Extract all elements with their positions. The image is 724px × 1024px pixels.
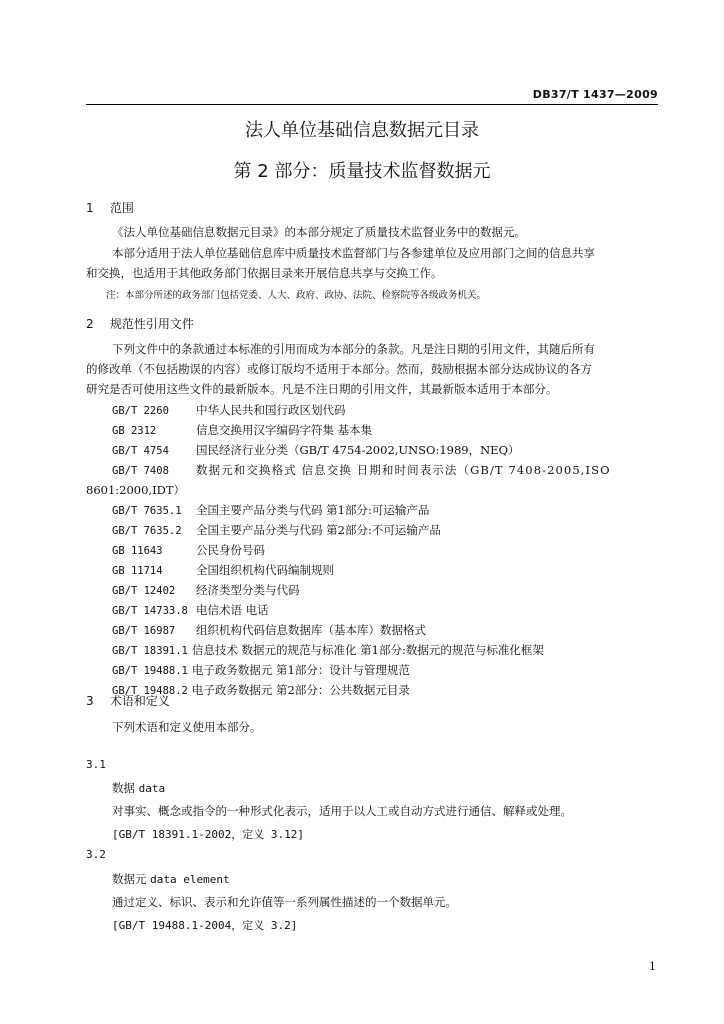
reference-code: GB 2312 [112,425,157,437]
reference-title: 经济类型分类与代码 [196,583,300,597]
section-number: 1 [86,201,94,215]
paragraph: 《法人单位基础信息数据元目录》的本部分规定了质量技术监督业务中的数据元。 [112,225,526,239]
paragraph: 的修改单（不包括勘误的内容）或修订版均不适用于本部分。然而，鼓励根据本部分达成协议的各方 [86,362,592,376]
reference-title: 电子政务数据元 第2部分：公共数据元目录 [191,683,410,697]
section-1-heading [86,199,134,216]
reference-title: 全国主要产品分类与代码 第1部分:可运输产品 [196,503,430,517]
term-zh: 数据元 [112,872,147,886]
reference-code: GB/T 2260 [112,405,169,417]
reference-title: 电子政务数据元 第1部分：设计与管理规范 [191,663,410,677]
header-rule [86,104,658,105]
reference-title: 组织机构代码信息数据库（基本库）数据格式 [196,623,426,637]
term-name [112,780,165,796]
term-zh: 数据 [112,781,135,795]
reference-code: GB/T 12402 [112,585,176,597]
reference-item [112,522,441,538]
document-subtitle: 第 2 部分：质量技术监督数据元 [233,161,491,182]
reference-code: GB/T 18391.1 [112,645,188,657]
reference-code: GB 11643 [112,545,163,557]
reference-item [112,442,520,458]
term-name [112,871,230,887]
reference-code: GB 11714 [112,565,163,577]
reference-item [112,562,334,578]
reference-title: 全国主要产品分类与代码 第2部分:不可运输产品 [196,523,441,537]
reference-continuation: 8601:2000,IDT） [86,483,185,497]
paragraph: 下列文件中的条款通过本标准的引用而成为本部分的条款。凡是注日期的引用文件，其随后所有 [112,342,595,356]
section-title: 范围 [109,201,134,215]
reference-item [112,502,429,518]
reference-item [112,662,410,678]
term-en: data [138,782,166,795]
reference-item [112,582,300,598]
term-en: data element [150,873,230,886]
page-number: 1 [649,960,656,973]
term-number: 3.2 [86,848,106,861]
section-title: 规范性引用文件 [109,317,194,331]
paragraph: 研究是否可使用这些文件的最新版本。凡是不注日期的引用文件，其最新版本适用于本部分。 [86,382,558,396]
reference-item [112,402,346,418]
reference-title: 电信术语 电话 [196,603,269,617]
section-2-heading [86,315,194,332]
term-source: [GB/T 18391.1-2002，定义 3.12] [112,828,304,841]
section-3-heading [86,692,170,709]
section-number: 2 [86,317,94,331]
reference-title: 公民身份号码 [196,543,265,557]
reference-item [112,462,611,478]
reference-code: GB/T 16987 [112,625,176,637]
reference-code: GB/T 4754 [112,445,169,457]
reference-code: GB/T 14733.8 [112,605,188,617]
term-definition: 对事实、概念或指令的一种形式化表示，适用于以人工或自动方式进行通信、解释或处理。 [112,804,572,818]
term-number: 3.1 [86,758,106,771]
reference-code: GB/T 7635.2 [112,525,182,537]
reference-item [112,602,269,618]
reference-title: 全国组织机构代码编制规则 [196,563,334,577]
paragraph: 和交换，也适用于其他政务部门依据目录来开展信息共享与交换工作。 [86,266,443,280]
reference-title: 国民经济行业分类（GB/T 4754-2002,UNSO:1989，NEQ） [196,443,520,457]
paragraph: 本部分适用于法人单位基础信息库中质量技术监督部门与各参建单位及应用部门之间的信息共享 [112,246,595,260]
document-title: 法人单位基础信息数据元目录 [245,120,479,141]
reference-code: GB/T 7635.1 [112,505,182,517]
reference-item [112,422,372,438]
reference-code: GB/T 7408 [112,465,169,477]
reference-code: GB/T 19488.1 [112,665,188,677]
note: 注：本部分所述的政务部门包括党委、人大、政府、政协、法院、检察院等各级政务机关。 [106,290,487,301]
reference-title: 信息交换用汉字编码字符集 基本集 [196,423,373,437]
section-number: 3 [86,694,94,708]
term-definition: 通过定义、标识、表示和允许值等一系列属性描述的一个数据单元。 [112,895,457,909]
reference-item [112,542,265,558]
reference-title: 中华人民共和国行政区划代码 [196,403,346,417]
standard-code: DB37/T 1437—2009 [532,88,658,101]
reference-item [112,642,544,658]
section-title: 术语和定义 [109,694,170,708]
reference-item [112,622,426,638]
term-source: [GB/T 19488.1-2004，定义 3.2] [112,919,298,932]
reference-title: 数据元和交换格式 信息交换 日期和时间表示法（GB/T 7408-2005,ISO [196,463,611,477]
reference-code: GB/T 19488.2 [112,685,188,697]
paragraph: 下列术语和定义使用本部分。 [112,720,262,734]
reference-title: 信息技术 数据元的规范与标准化 第1部分:数据元的规范与标准化框架 [191,643,544,657]
